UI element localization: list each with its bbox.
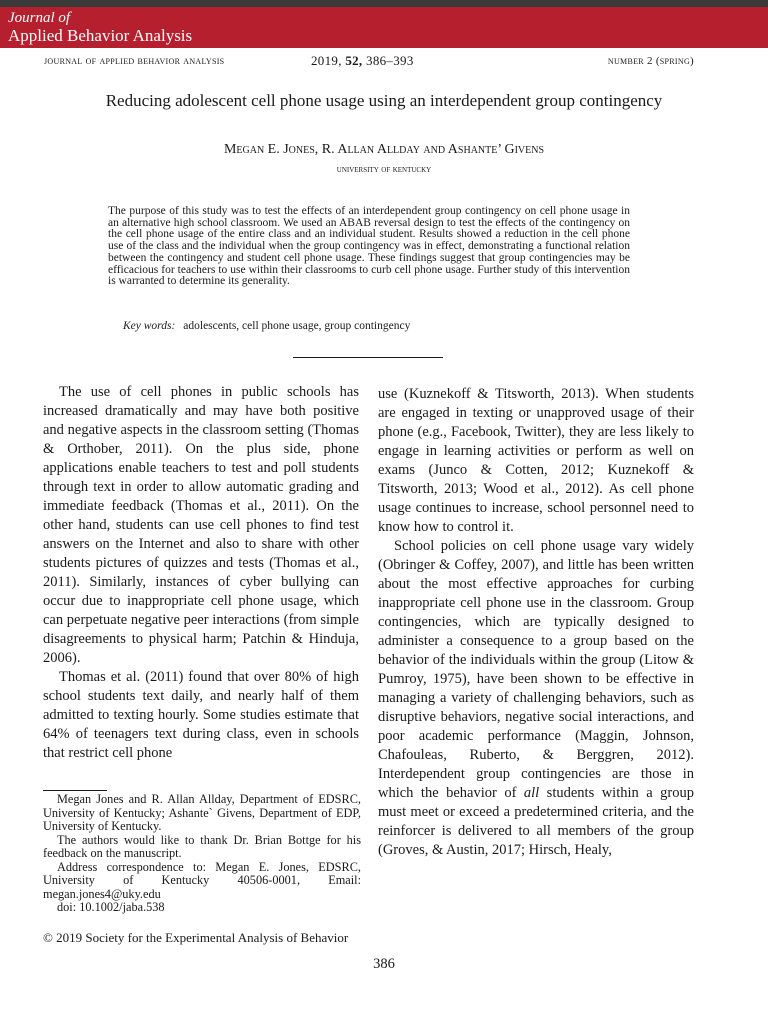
body-emphasis: all: [523, 785, 540, 801]
running-head-journal: journal of applied behavior analysis: [44, 55, 225, 67]
body-paragraph: Thomas et al. (2011) found that over 80% of high school students text daily, and nearly half of them admitted to texting hourly. Some studies estimate that 64% of teenagers text during class, even in schools that restrict cell phone: [43, 669, 359, 761]
article-title: Reducing adolescent cell phone usage using an interdependent group contingency: [105, 91, 663, 110]
running-head-volume: 52,: [345, 53, 363, 68]
keywords-label: Key words:: [123, 320, 176, 332]
running-head-pages: 386–393: [366, 53, 414, 68]
abstract-text: The purpose of this study was to test the effects of an interdependent group contingency on cell phone usage in an alternative high school classroom. We used an ABAB reversal design to test the effects of the contingency on the cell phone usage of the entire class and an individual student. Results showed a reduction in the cell phone use of the class and the individual when the group contingency was in effect, demonstrating a functional relation between the contingency and student cell phone usage. These findings suggest that group contingencies may be efficacious for teachers to use within their classrooms to curb cell phone usage. Further study of this intervention is warranted to determine its generality.: [108, 205, 630, 288]
running-head-year: 2019,: [311, 53, 342, 68]
journal-logo-line2: Applied Behavior Analysis: [8, 26, 193, 45]
section-divider: [293, 357, 443, 358]
body-paragraph: The use of cell phones in public schools has increased dramatically and may have both positive and negative aspects in the classroom setting (Thomas & Orthober, 2011). On the plus side, phone applications enable teachers to test and poll students through text in order to allow automatic grading and immediate feedback (Thomas et al., 2011). On the other hand, students can use cell phones to find test answers on the Internet and also to share with other students pictures of quizzes and tests (Thomas et al., 2011). Similarly, instances of cyber bullying can occur due to inappropriate cell phone usage, which can perpetuate negative peer interactions (from simple disagreements to physical harm; Patchin & Hinduja, 2006).: [43, 384, 359, 666]
running-head-issue: number 2 (spring): [607, 55, 694, 67]
body-text: students within a group must meet or exceed a predetermined criteria, and the reinforcer is delivered to all members of the group (Groves, & Austin, 2017; Hirsch, Healy,: [378, 785, 694, 858]
body-text: School policies on cell phone usage vary widely (Obringer & Coffey, 2007), and little has been written about the most effective approaches for curbing inappropriate cell phone use in the classroom. Group contingencies, which are typically designed to administer a consequence to a group based on the behavior of the individuals within the group (Litow & Pumroy, 1975), have been shown to be effective in managing a variety of challenging behaviors, such as disruptive behaviors, negative social interactions, and poor academic performance (Maggin, Johnson, Chafouleas, Ruberto, & Berggren, 2012). Interdependent group contingencies are those in which the behavior of: [378, 538, 694, 801]
article-affiliation: university of kentucky: [336, 164, 432, 175]
body-paragraph: use (Kuznekoff & Titsworth, 2013). When students are engaged in texting or unapproved usage of their phone (e.g., Facebook, Twitter), they are less likely to engage in learning activities or perform as well on exams (Junco & Cotten, 2012; Kuznekoff & Titsworth, 2013; Wood et al., 2012). As cell phone usage continues to increase, school personnel need to know how to control it.: [378, 386, 694, 535]
footnote-doi: doi: 10.1002/jaba.538: [57, 900, 165, 914]
running-head-citation: [311, 52, 414, 70]
footnote-rule: [43, 790, 107, 791]
body-paragraph: [378, 537, 694, 860]
top-dark-bar: [0, 0, 768, 7]
journal-banner: [0, 7, 768, 48]
keywords-text: adolescents, cell phone usage, group contingency: [183, 320, 411, 332]
running-head: [44, 52, 694, 70]
keywords: [123, 320, 623, 333]
abstract: [108, 206, 630, 288]
article-authors: Megan E. Jones, R. Allan Allday and Ashante’ Givens: [223, 142, 545, 157]
footnote-acknowledgment: The authors would like to thank Dr. Brian Bottge for his feedback on the manuscript.: [43, 832, 361, 860]
footnote-affiliations: Megan Jones and R. Allan Allday, Department of EDSRC, University of Kentucky; Ashante` Givens, Department of EDP, University of Kentucky.: [43, 792, 361, 833]
copyright-notice: © 2019 Society for the Experimental Analysis of Behavior: [43, 930, 349, 945]
page-number: 386: [373, 956, 395, 972]
journal-logo-line1: Journal of: [8, 10, 71, 26]
footnotes: [43, 793, 361, 915]
body-column-right: [378, 385, 694, 860]
footnote-correspondence: Address correspondence to: Megan E. Jones, EDSRC, University of Kentucky 40506-0001, Email: megan.jones4@uky.edu: [43, 859, 361, 901]
body-column-left: [43, 383, 359, 763]
